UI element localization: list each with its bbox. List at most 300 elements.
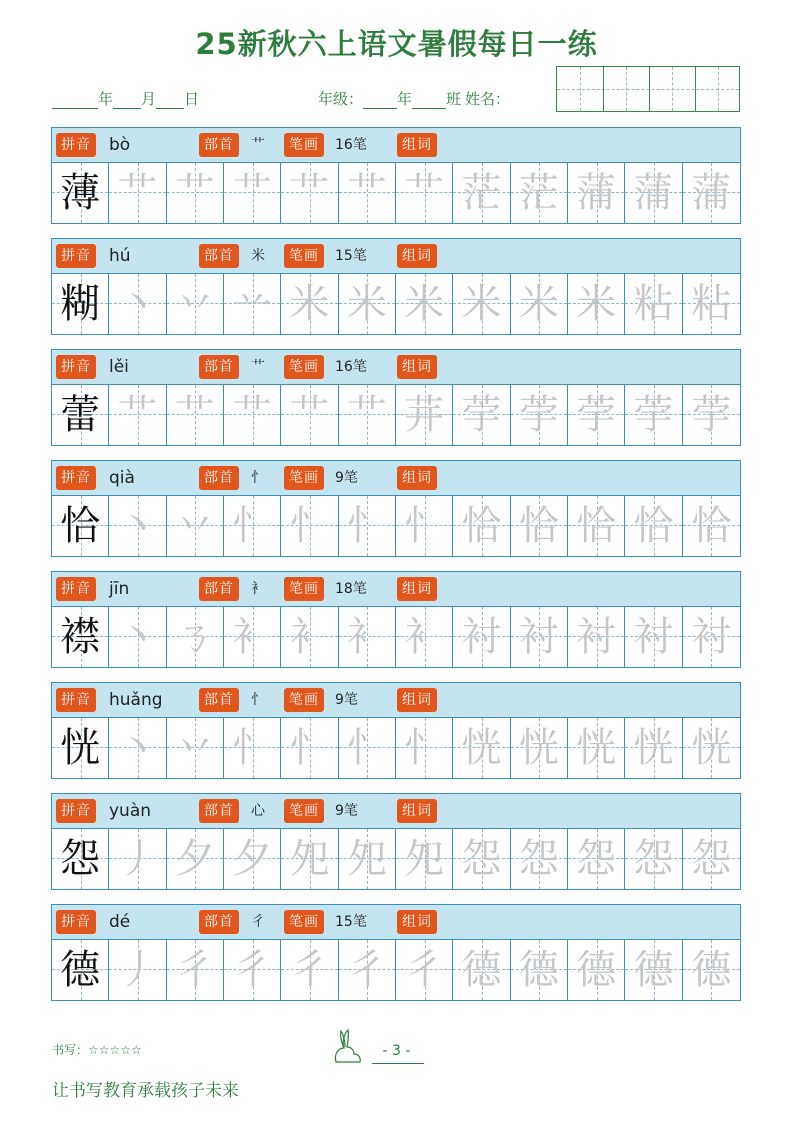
- practice-cell[interactable]: [224, 496, 281, 556]
- trace-character: 蒲: [576, 170, 617, 216]
- character-block: [51, 127, 741, 224]
- model-character-cell: [52, 274, 109, 334]
- practice-cell[interactable]: [109, 940, 166, 1000]
- practice-cell[interactable]: [683, 718, 740, 778]
- practice-cell[interactable]: [224, 274, 281, 334]
- pinyin-value: dé: [109, 912, 131, 932]
- practice-cell[interactable]: [339, 718, 396, 778]
- trace-character: 恰: [461, 503, 502, 549]
- trace-character: 恍: [691, 725, 732, 771]
- practice-cell[interactable]: [453, 496, 510, 556]
- words-input-area[interactable]: [452, 243, 737, 269]
- trace-character: 米: [518, 281, 559, 327]
- practice-cell[interactable]: [511, 496, 568, 556]
- trace-character: 丷: [174, 725, 215, 771]
- practice-cell[interactable]: [224, 607, 281, 667]
- page-title: 25新秋六上语文暑假每日一练: [195, 27, 598, 61]
- trace-character: 忄: [232, 725, 273, 771]
- trace-character: 衬: [576, 614, 617, 660]
- trace-character: 衤: [232, 614, 273, 660]
- model-character: 德: [60, 947, 101, 993]
- trace-character: 忄: [404, 725, 445, 771]
- practice-cell[interactable]: [625, 163, 682, 223]
- strokes-tag: 笔画: [284, 355, 324, 379]
- model-character-cell: [52, 607, 109, 667]
- trace-character: 米: [289, 281, 330, 327]
- info-bar: [52, 794, 740, 829]
- radical-tag: 部首: [199, 466, 239, 490]
- practice-cell[interactable]: [109, 607, 166, 667]
- practice-cell[interactable]: [224, 718, 281, 778]
- year-label: 年: [98, 90, 114, 108]
- name-grid-midline: [557, 89, 739, 90]
- words-input-area[interactable]: [452, 798, 737, 824]
- trace-character: 丷: [174, 503, 215, 549]
- trace-character: 艹: [174, 392, 215, 438]
- trace-character: 怨: [576, 836, 617, 882]
- trace-character: 米: [461, 281, 502, 327]
- info-bar: [52, 572, 740, 607]
- practice-cell[interactable]: [109, 496, 166, 556]
- practice-cell[interactable]: [339, 829, 396, 889]
- pinyin-tag: 拼音: [56, 910, 96, 934]
- radical-tag: 部首: [199, 244, 239, 268]
- practice-cell[interactable]: [109, 385, 166, 445]
- pinyin-tag: 拼音: [56, 466, 96, 490]
- practice-cell[interactable]: [224, 940, 281, 1000]
- practice-cell[interactable]: [281, 607, 338, 667]
- practice-cell[interactable]: [396, 385, 453, 445]
- trace-character: 荢: [691, 392, 732, 438]
- trace-character: 荢: [461, 392, 502, 438]
- practice-cell[interactable]: [396, 496, 453, 556]
- trace-character: 丷: [174, 281, 215, 327]
- character-block: [51, 793, 741, 890]
- pinyin-tag: 拼音: [56, 355, 96, 379]
- trace-character: 丶: [117, 725, 158, 771]
- practice-cell[interactable]: [281, 274, 338, 334]
- pinyin-tag: 拼音: [56, 244, 96, 268]
- words-tag: 组词: [397, 577, 437, 601]
- trace-character: 茾: [404, 392, 445, 438]
- radical-tag: 部首: [199, 688, 239, 712]
- writing-grid: [52, 829, 740, 889]
- month-blank[interactable]: [113, 94, 141, 109]
- words-tag: 组词: [397, 799, 437, 823]
- trace-character: 艹: [174, 170, 215, 216]
- words-input-area[interactable]: [452, 132, 737, 158]
- practice-cell[interactable]: [109, 718, 166, 778]
- practice-cell[interactable]: [396, 829, 453, 889]
- words-tag: 组词: [397, 910, 437, 934]
- strokes-value: 15笔: [335, 248, 367, 264]
- words-input-area[interactable]: [452, 687, 737, 713]
- writing-grid: [52, 163, 740, 223]
- practice-cell[interactable]: [683, 940, 740, 1000]
- info-bar: [52, 239, 740, 274]
- strokes-value: 9笔: [335, 692, 358, 708]
- name-grid-line: [672, 67, 673, 111]
- trace-character: ㄋ: [174, 614, 215, 660]
- trace-character: 恰: [576, 503, 617, 549]
- trace-character: 艹: [289, 170, 330, 216]
- character-block: [51, 460, 741, 557]
- name-grid-line: [718, 67, 719, 111]
- model-character-cell: [52, 829, 109, 889]
- trace-character: 德: [576, 947, 617, 993]
- practice-cell[interactable]: [453, 940, 510, 1000]
- day-blank[interactable]: [156, 94, 184, 109]
- practice-cell[interactable]: [224, 163, 281, 223]
- strokes-value: 9笔: [335, 470, 358, 486]
- pinyin-tag: 拼音: [56, 577, 96, 601]
- character-block: [51, 682, 741, 779]
- practice-cell[interactable]: [683, 274, 740, 334]
- practice-cell[interactable]: [339, 940, 396, 1000]
- grade-year-label: 年: [397, 90, 413, 108]
- practice-cell[interactable]: [167, 496, 224, 556]
- trace-character: 怨: [461, 836, 502, 882]
- radical-tag: 部首: [199, 577, 239, 601]
- name-grid-line: [603, 67, 604, 111]
- model-character-cell: [52, 940, 109, 1000]
- info-bar: [52, 461, 740, 496]
- trace-character: 丶: [117, 281, 158, 327]
- trace-character: 艹: [404, 170, 445, 216]
- practice-cell[interactable]: [568, 163, 625, 223]
- practice-cell[interactable]: [396, 163, 453, 223]
- trace-character: 艹: [232, 170, 273, 216]
- practice-cell[interactable]: [568, 607, 625, 667]
- practice-cell[interactable]: [511, 385, 568, 445]
- trace-character: 恰: [633, 503, 674, 549]
- date-line: [52, 88, 199, 109]
- practice-cell[interactable]: [109, 274, 166, 334]
- practice-cell[interactable]: [167, 829, 224, 889]
- practice-cell[interactable]: [625, 385, 682, 445]
- model-character: 恍: [60, 725, 101, 771]
- trace-character: 丿: [117, 947, 158, 993]
- writing-grid: [52, 940, 740, 1000]
- trace-character: 德: [633, 947, 674, 993]
- practice-cell[interactable]: [281, 496, 338, 556]
- class-blank[interactable]: [412, 94, 446, 109]
- day-label: 日: [184, 90, 200, 108]
- model-character-cell: [52, 163, 109, 223]
- trace-character: 恍: [576, 725, 617, 771]
- radical-value: 心: [251, 803, 265, 819]
- strokes-tag: 笔画: [284, 688, 324, 712]
- writing-grid: [52, 607, 740, 667]
- practice-cell[interactable]: [683, 163, 740, 223]
- trace-character: 彳: [346, 947, 387, 993]
- trace-character: 艹: [346, 392, 387, 438]
- trace-character: 忄: [232, 503, 273, 549]
- trace-character: 衤: [404, 614, 445, 660]
- radical-tag: 部首: [199, 133, 239, 157]
- name-grid-line: [626, 67, 627, 111]
- page-number: [0, 1043, 793, 1059]
- trace-character: 忄: [346, 725, 387, 771]
- practice-cell[interactable]: [167, 718, 224, 778]
- practice-cell[interactable]: [511, 274, 568, 334]
- practice-cell[interactable]: [511, 718, 568, 778]
- trace-character: 艹: [117, 170, 158, 216]
- practice-cell[interactable]: [224, 385, 281, 445]
- model-character-cell: [52, 496, 109, 556]
- trace-character: 丶: [117, 614, 158, 660]
- trace-character: 粘: [633, 281, 674, 327]
- practice-cell[interactable]: [396, 607, 453, 667]
- pinyin-value: jīn: [109, 579, 130, 599]
- practice-cell[interactable]: [453, 274, 510, 334]
- trace-character: 忄: [289, 503, 330, 549]
- strokes-tag: 笔画: [284, 466, 324, 490]
- trace-character: 德: [518, 947, 559, 993]
- name-writing-grid[interactable]: [556, 66, 740, 112]
- trace-character: 德: [461, 947, 502, 993]
- practice-cell[interactable]: [683, 829, 740, 889]
- info-bar: [52, 128, 740, 163]
- writing-grid: [52, 385, 740, 445]
- practice-cell[interactable]: [109, 829, 166, 889]
- practice-cell[interactable]: [396, 940, 453, 1000]
- practice-cell[interactable]: [568, 496, 625, 556]
- practice-cell[interactable]: [339, 274, 396, 334]
- trace-character: 荢: [518, 392, 559, 438]
- page-underline: [372, 1063, 424, 1064]
- practice-cell[interactable]: [511, 607, 568, 667]
- grade-blank[interactable]: [363, 94, 397, 109]
- practice-cell[interactable]: [339, 496, 396, 556]
- radical-value: 忄: [251, 692, 265, 708]
- page-number-text: - 3 -: [382, 1043, 411, 1059]
- words-input-area[interactable]: [452, 465, 737, 491]
- trace-character: 彳: [174, 947, 215, 993]
- practice-cell[interactable]: [396, 274, 453, 334]
- radical-tag: 部首: [199, 910, 239, 934]
- words-input-area[interactable]: [452, 909, 737, 935]
- writing-grid: [52, 718, 740, 778]
- trace-character: 衤: [346, 614, 387, 660]
- trace-character: 彳: [404, 947, 445, 993]
- words-tag: 组词: [397, 244, 437, 268]
- words-input-area[interactable]: [452, 354, 737, 380]
- practice-cell[interactable]: [224, 829, 281, 889]
- practice-cell[interactable]: [281, 163, 338, 223]
- words-tag: 组词: [397, 355, 437, 379]
- radical-tag: 部首: [199, 799, 239, 823]
- practice-cell[interactable]: [281, 385, 338, 445]
- words-tag: 组词: [397, 466, 437, 490]
- practice-cell[interactable]: [683, 385, 740, 445]
- trace-character: 夗: [404, 836, 445, 882]
- writing-grid: [52, 274, 740, 334]
- student-line: [318, 88, 510, 109]
- name-grid-line: [649, 67, 650, 111]
- practice-cell[interactable]: [167, 274, 224, 334]
- model-character: 恰: [60, 503, 101, 549]
- pinyin-tag: 拼音: [56, 133, 96, 157]
- writing-rating: 书写：☆☆☆☆☆: [52, 1043, 142, 1057]
- trace-character: 恍: [633, 725, 674, 771]
- practice-cell[interactable]: [167, 163, 224, 223]
- practice-cell[interactable]: [453, 718, 510, 778]
- trace-character: 蒲: [691, 170, 732, 216]
- pinyin-tag: 拼音: [56, 688, 96, 712]
- trace-character: 夕: [232, 836, 273, 882]
- trace-character: 德: [691, 947, 732, 993]
- info-bar: [52, 905, 740, 940]
- radical-value: 艹: [251, 137, 265, 153]
- practice-cell[interactable]: [396, 718, 453, 778]
- slogan: 让书写教育承载孩子未来: [52, 1081, 239, 1101]
- model-character: 薄: [60, 170, 101, 216]
- trace-character: 恍: [518, 725, 559, 771]
- trace-character: 荢: [576, 392, 617, 438]
- trace-character: 怨: [518, 836, 559, 882]
- character-block: [51, 349, 741, 446]
- trace-character: 衤: [289, 614, 330, 660]
- trace-character: 怨: [633, 836, 674, 882]
- practice-cell[interactable]: [683, 607, 740, 667]
- trace-character: 衬: [461, 614, 502, 660]
- practice-cell[interactable]: [167, 385, 224, 445]
- practice-cell[interactable]: [339, 163, 396, 223]
- practice-cell[interactable]: [339, 607, 396, 667]
- character-block: [51, 238, 741, 335]
- pinyin-value: yuàn: [109, 801, 152, 821]
- grade-label: 年级：: [318, 90, 364, 108]
- practice-cell[interactable]: [511, 940, 568, 1000]
- pinyin-value: bò: [109, 135, 131, 155]
- practice-cell[interactable]: [453, 163, 510, 223]
- practice-cell[interactable]: [167, 940, 224, 1000]
- practice-cell[interactable]: [683, 496, 740, 556]
- month-label: 月: [141, 90, 157, 108]
- name-label: 姓名：: [465, 90, 511, 108]
- model-character: 糊: [60, 281, 101, 327]
- trace-character: 衬: [518, 614, 559, 660]
- practice-cell[interactable]: [281, 940, 338, 1000]
- practice-cell[interactable]: [568, 385, 625, 445]
- pinyin-value: qià: [109, 468, 135, 488]
- practice-cell[interactable]: [625, 829, 682, 889]
- name-grid-line: [695, 67, 696, 111]
- trace-character: 忄: [346, 503, 387, 549]
- strokes-tag: 笔画: [284, 799, 324, 823]
- practice-cell[interactable]: [625, 718, 682, 778]
- pinyin-value: lěi: [109, 357, 129, 377]
- trace-character: 蒲: [633, 170, 674, 216]
- strokes-value: 16笔: [335, 137, 367, 153]
- trace-character: 衬: [691, 614, 732, 660]
- practice-cell[interactable]: [109, 163, 166, 223]
- practice-cell[interactable]: [625, 940, 682, 1000]
- trace-character: 米: [404, 281, 445, 327]
- character-block: [51, 904, 741, 1001]
- practice-cell[interactable]: [568, 274, 625, 334]
- practice-cell[interactable]: [281, 718, 338, 778]
- strokes-value: 15笔: [335, 914, 367, 930]
- practice-cell[interactable]: [625, 607, 682, 667]
- trace-character: 衬: [633, 614, 674, 660]
- trace-character: 恰: [691, 503, 732, 549]
- strokes-tag: 笔画: [284, 244, 324, 268]
- trace-character: 茫: [461, 170, 502, 216]
- practice-cell[interactable]: [625, 274, 682, 334]
- practice-cell[interactable]: [281, 829, 338, 889]
- trace-character: 忄: [404, 503, 445, 549]
- words-tag: 组词: [397, 133, 437, 157]
- practice-cell[interactable]: [568, 940, 625, 1000]
- trace-character: 彳: [289, 947, 330, 993]
- trace-character: 荢: [633, 392, 674, 438]
- trace-character: 丶: [117, 503, 158, 549]
- trace-character: 艹: [232, 392, 273, 438]
- words-tag: 组词: [397, 688, 437, 712]
- model-character-cell: [52, 718, 109, 778]
- model-character: 蕾: [60, 392, 101, 438]
- model-character: 怨: [60, 836, 101, 882]
- pinyin-value: huǎng: [109, 690, 163, 710]
- practice-cell[interactable]: [167, 607, 224, 667]
- trace-character: 米: [346, 281, 387, 327]
- trace-character: 丿: [117, 836, 158, 882]
- words-input-area[interactable]: [452, 576, 737, 602]
- trace-character: 䒑: [232, 281, 273, 327]
- trace-character: 恰: [518, 503, 559, 549]
- radical-value: 衤: [251, 581, 265, 597]
- radical-tag: 部首: [199, 355, 239, 379]
- strokes-value: 18笔: [335, 581, 367, 597]
- info-bar: [52, 683, 740, 718]
- practice-cell[interactable]: [568, 718, 625, 778]
- character-block: [51, 571, 741, 668]
- trace-character: 艹: [289, 392, 330, 438]
- info-bar: [52, 350, 740, 385]
- practice-cell[interactable]: [339, 385, 396, 445]
- practice-cell[interactable]: [568, 829, 625, 889]
- trace-character: 米: [576, 281, 617, 327]
- radical-value: 艹: [251, 359, 265, 375]
- practice-cell[interactable]: [511, 163, 568, 223]
- trace-character: 艹: [117, 392, 158, 438]
- year-blank[interactable]: [52, 94, 98, 109]
- strokes-tag: 笔画: [284, 577, 324, 601]
- radical-value: 米: [251, 248, 265, 264]
- trace-character: 怨: [691, 836, 732, 882]
- practice-cell[interactable]: [625, 496, 682, 556]
- trace-character: 粘: [691, 281, 732, 327]
- strokes-value: 16笔: [335, 359, 367, 375]
- radical-value: 忄: [251, 470, 265, 486]
- trace-character: 彳: [232, 947, 273, 993]
- practice-cell[interactable]: [453, 607, 510, 667]
- practice-cell[interactable]: [453, 385, 510, 445]
- strokes-value: 9笔: [335, 803, 358, 819]
- model-character: 襟: [60, 614, 101, 660]
- radical-value: 彳: [251, 914, 265, 930]
- trace-character: 茫: [518, 170, 559, 216]
- practice-cell[interactable]: [453, 829, 510, 889]
- trace-character: 夕: [174, 836, 215, 882]
- strokes-tag: 笔画: [284, 133, 324, 157]
- trace-character: 夗: [289, 836, 330, 882]
- practice-cell[interactable]: [511, 829, 568, 889]
- trace-character: 忄: [289, 725, 330, 771]
- pinyin-value: hú: [109, 246, 131, 266]
